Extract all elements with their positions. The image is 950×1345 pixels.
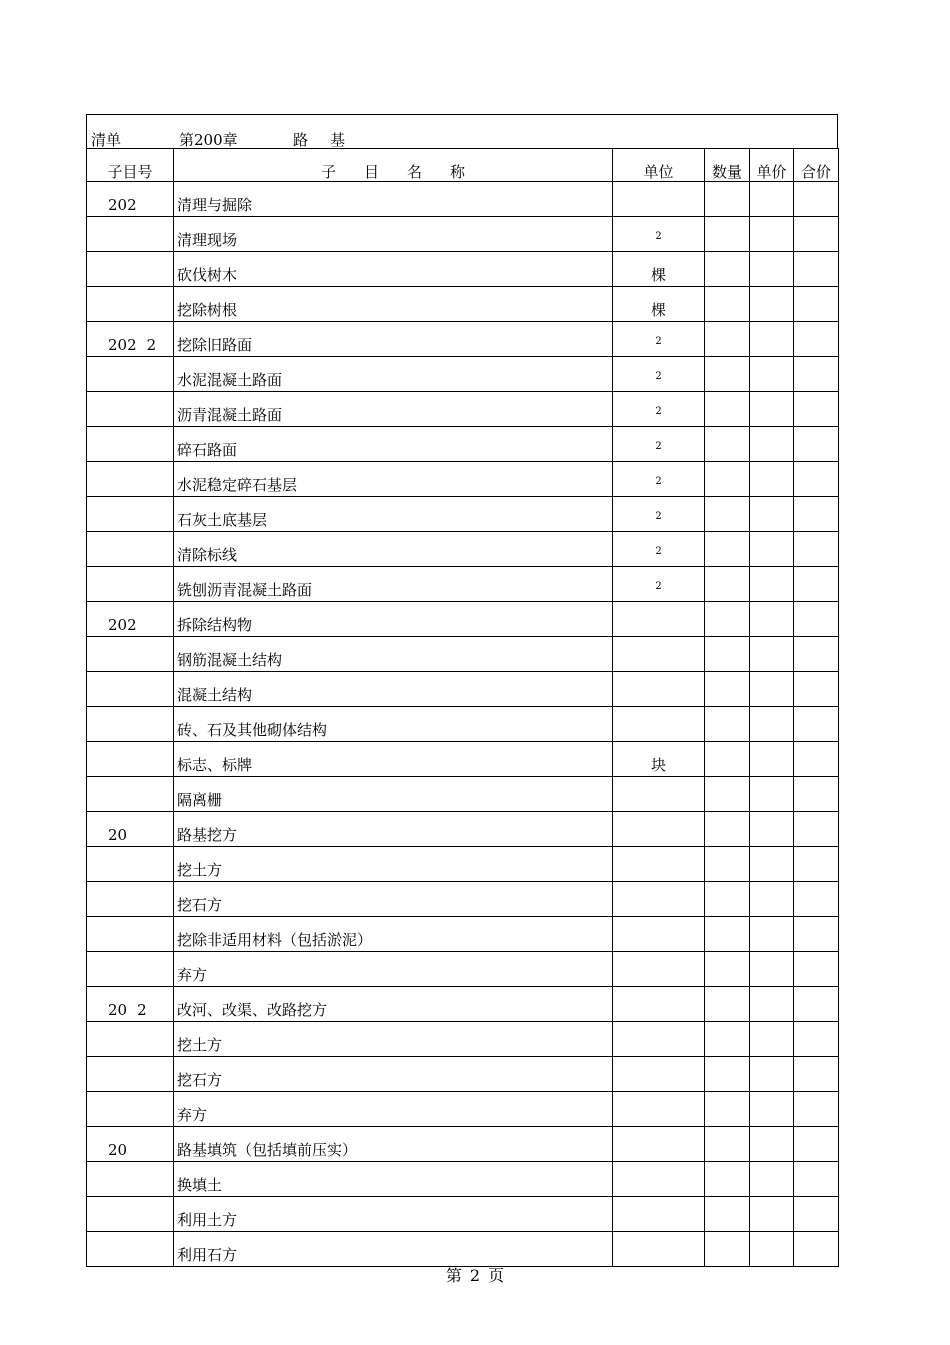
row-name: 弃方 bbox=[174, 1092, 613, 1127]
row-qty bbox=[705, 357, 750, 392]
row-code: 20 bbox=[108, 1001, 128, 1019]
row-price bbox=[750, 952, 794, 987]
table-row bbox=[87, 707, 839, 742]
row-name: 挖石方 bbox=[174, 882, 613, 917]
row-code-cell bbox=[87, 217, 174, 252]
table-row bbox=[87, 1057, 839, 1092]
row-qty bbox=[705, 392, 750, 427]
row-code-cell bbox=[87, 952, 174, 987]
table-row bbox=[87, 1022, 839, 1057]
row-unit-cell bbox=[613, 427, 705, 462]
header-qty: 数量 bbox=[705, 149, 750, 182]
row-unit-cell bbox=[613, 1092, 705, 1127]
header-total: 合价 bbox=[794, 149, 839, 182]
row-name: 路基挖方 bbox=[174, 812, 613, 847]
row-unit-cell bbox=[613, 1022, 705, 1057]
row-unit-superscript: 2 bbox=[655, 476, 662, 487]
row-unit-cell bbox=[613, 357, 705, 392]
row-price bbox=[750, 182, 794, 217]
row-price bbox=[750, 1022, 794, 1057]
row-price bbox=[750, 252, 794, 287]
row-price bbox=[750, 637, 794, 672]
row-total bbox=[794, 812, 839, 847]
row-price bbox=[750, 1057, 794, 1092]
row-unit-cell bbox=[613, 567, 705, 602]
row-name: 改河、改渠、改路挖方 bbox=[174, 987, 613, 1022]
row-unit: 块 bbox=[650, 756, 666, 774]
row-name: 清除标线 bbox=[174, 532, 613, 567]
row-unit-cell bbox=[613, 182, 705, 217]
row-unit-cell bbox=[613, 217, 705, 252]
row-name: 利用石方 bbox=[174, 1232, 613, 1267]
row-code-cell bbox=[87, 1022, 174, 1057]
row-name: 砖、石及其他砌体结构 bbox=[174, 707, 613, 742]
row-price bbox=[750, 1092, 794, 1127]
row-unit-cell bbox=[613, 847, 705, 882]
row-price bbox=[750, 707, 794, 742]
row-unit-cell bbox=[613, 287, 705, 322]
row-code-cell bbox=[87, 532, 174, 567]
row-unit-superscript: 2 bbox=[655, 371, 662, 382]
row-qty bbox=[705, 637, 750, 672]
row-qty bbox=[705, 917, 750, 952]
table-row bbox=[87, 637, 839, 672]
row-unit-cell bbox=[613, 672, 705, 707]
row-name: 碎石路面 bbox=[174, 427, 613, 462]
row-unit-cell bbox=[613, 1127, 705, 1162]
row-total bbox=[794, 287, 839, 322]
row-unit-cell bbox=[613, 987, 705, 1022]
row-code-cell bbox=[87, 1127, 174, 1162]
row-qty bbox=[705, 427, 750, 462]
row-total bbox=[794, 1092, 839, 1127]
row-name: 砍伐树木 bbox=[174, 252, 613, 287]
row-price bbox=[750, 287, 794, 322]
row-total bbox=[794, 217, 839, 252]
table-row bbox=[87, 1092, 839, 1127]
table-header-row bbox=[87, 149, 839, 182]
row-qty bbox=[705, 1022, 750, 1057]
row-total bbox=[794, 987, 839, 1022]
row-unit-cell bbox=[613, 1197, 705, 1232]
row-price bbox=[750, 532, 794, 567]
header-unit: 单位 bbox=[613, 149, 705, 182]
row-unit-cell bbox=[613, 917, 705, 952]
row-code-cell bbox=[87, 462, 174, 497]
row-code-cell bbox=[87, 1197, 174, 1232]
row-total bbox=[794, 392, 839, 427]
header-name-char: 名 bbox=[407, 163, 423, 181]
row-price bbox=[750, 567, 794, 602]
row-qty bbox=[705, 777, 750, 812]
table-row bbox=[87, 777, 839, 812]
row-qty bbox=[705, 1197, 750, 1232]
row-unit-cell bbox=[613, 1162, 705, 1197]
row-code: 20 bbox=[108, 826, 128, 844]
row-unit-superscript: 2 bbox=[655, 336, 662, 347]
row-code-cell bbox=[87, 1092, 174, 1127]
row-code-cell bbox=[87, 567, 174, 602]
row-price bbox=[750, 357, 794, 392]
row-qty bbox=[705, 497, 750, 532]
row-qty bbox=[705, 1232, 750, 1267]
row-qty bbox=[705, 847, 750, 882]
row-price bbox=[750, 847, 794, 882]
table-row bbox=[87, 462, 839, 497]
row-total bbox=[794, 427, 839, 462]
row-price bbox=[750, 917, 794, 952]
table-row bbox=[87, 917, 839, 952]
row-total bbox=[794, 252, 839, 287]
table-row bbox=[87, 847, 839, 882]
row-unit-cell bbox=[613, 532, 705, 567]
row-total bbox=[794, 742, 839, 777]
table-row bbox=[87, 217, 839, 252]
header-name-char: 子 bbox=[320, 163, 336, 181]
row-name: 路基填筑（包括填前压实） bbox=[174, 1127, 613, 1162]
row-name: 水泥稳定碎石基层 bbox=[174, 462, 613, 497]
row-price bbox=[750, 672, 794, 707]
table-row bbox=[87, 252, 839, 287]
row-unit: 棵 bbox=[650, 266, 666, 284]
row-code-cell bbox=[87, 322, 174, 357]
row-unit-superscript: 2 bbox=[655, 441, 662, 452]
row-unit-superscript: 2 bbox=[655, 511, 662, 522]
row-code: 202 bbox=[108, 616, 137, 634]
footer-suffix: 页 bbox=[488, 1266, 505, 1285]
table-row bbox=[87, 1232, 839, 1267]
row-total bbox=[794, 882, 839, 917]
table-row bbox=[87, 812, 839, 847]
page-number: 2 bbox=[469, 1266, 481, 1285]
row-qty bbox=[705, 882, 750, 917]
footer-prefix: 第 bbox=[445, 1266, 462, 1285]
row-total bbox=[794, 1197, 839, 1232]
row-name: 隔离栅 bbox=[174, 777, 613, 812]
row-qty bbox=[705, 252, 750, 287]
bill-sheet bbox=[86, 114, 838, 1267]
row-name: 拆除结构物 bbox=[174, 602, 613, 637]
row-total bbox=[794, 322, 839, 357]
row-unit-cell bbox=[613, 952, 705, 987]
row-code-cell bbox=[87, 602, 174, 637]
row-unit-cell bbox=[613, 637, 705, 672]
table-row bbox=[87, 532, 839, 567]
row-unit-superscript: 2 bbox=[655, 231, 662, 242]
row-name: 挖除树根 bbox=[174, 287, 613, 322]
title-char-1: 路 bbox=[293, 131, 309, 149]
row-qty bbox=[705, 322, 750, 357]
row-total bbox=[794, 672, 839, 707]
row-total bbox=[794, 637, 839, 672]
row-qty bbox=[705, 742, 750, 777]
row-qty bbox=[705, 1127, 750, 1162]
chapter-label: 第200章 bbox=[179, 131, 238, 149]
row-total bbox=[794, 952, 839, 987]
row-unit: 棵 bbox=[650, 301, 666, 319]
row-name: 混凝土结构 bbox=[174, 672, 613, 707]
row-total bbox=[794, 777, 839, 812]
table-row bbox=[87, 182, 839, 217]
row-price bbox=[750, 742, 794, 777]
row-code-cell bbox=[87, 742, 174, 777]
row-total bbox=[794, 182, 839, 217]
row-total bbox=[794, 1127, 839, 1162]
row-total bbox=[794, 357, 839, 392]
row-total bbox=[794, 567, 839, 602]
row-code-cell bbox=[87, 637, 174, 672]
table-row bbox=[87, 427, 839, 462]
row-code-cell bbox=[87, 847, 174, 882]
row-qty bbox=[705, 602, 750, 637]
table-row bbox=[87, 287, 839, 322]
row-qty bbox=[705, 462, 750, 497]
row-unit-cell bbox=[613, 812, 705, 847]
row-qty bbox=[705, 532, 750, 567]
header-name-char: 目 bbox=[363, 163, 379, 181]
row-code-cell bbox=[87, 1162, 174, 1197]
table-row bbox=[87, 1127, 839, 1162]
row-price bbox=[750, 882, 794, 917]
row-code-cell bbox=[87, 497, 174, 532]
row-total bbox=[794, 602, 839, 637]
row-code-cell bbox=[87, 707, 174, 742]
row-unit-cell bbox=[613, 462, 705, 497]
row-qty bbox=[705, 567, 750, 602]
row-total bbox=[794, 462, 839, 497]
row-code: 202 bbox=[108, 196, 137, 214]
table-row bbox=[87, 357, 839, 392]
row-code-cell bbox=[87, 182, 174, 217]
row-code-cell bbox=[87, 357, 174, 392]
row-code-cell bbox=[87, 1232, 174, 1267]
row-price bbox=[750, 602, 794, 637]
row-price bbox=[750, 462, 794, 497]
header-price: 单价 bbox=[750, 149, 794, 182]
row-code-cell bbox=[87, 252, 174, 287]
row-price bbox=[750, 1232, 794, 1267]
row-code-cell bbox=[87, 672, 174, 707]
row-name: 石灰土底基层 bbox=[174, 497, 613, 532]
row-code-cell bbox=[87, 392, 174, 427]
row-name: 利用土方 bbox=[174, 1197, 613, 1232]
row-total bbox=[794, 1057, 839, 1092]
table-row bbox=[87, 497, 839, 532]
row-unit-cell bbox=[613, 1057, 705, 1092]
row-name: 挖除旧路面 bbox=[174, 322, 613, 357]
row-price bbox=[750, 812, 794, 847]
row-qty bbox=[705, 812, 750, 847]
row-total bbox=[794, 497, 839, 532]
row-unit-cell bbox=[613, 497, 705, 532]
table-row bbox=[87, 742, 839, 777]
table-row bbox=[87, 882, 839, 917]
table-row bbox=[87, 602, 839, 637]
row-code-cell bbox=[87, 1057, 174, 1092]
row-price bbox=[750, 217, 794, 252]
row-unit-cell bbox=[613, 1232, 705, 1267]
row-code-cell bbox=[87, 987, 174, 1022]
row-code-suffix: 2 bbox=[146, 336, 157, 354]
row-name: 挖土方 bbox=[174, 847, 613, 882]
row-code-cell bbox=[87, 917, 174, 952]
row-code: 202 bbox=[108, 336, 137, 354]
row-price bbox=[750, 1197, 794, 1232]
row-code: 20 bbox=[108, 1141, 128, 1159]
row-name: 清理现场 bbox=[174, 217, 613, 252]
row-unit-cell bbox=[613, 882, 705, 917]
sheet-label: 清单 bbox=[91, 131, 122, 149]
table-row bbox=[87, 952, 839, 987]
row-qty bbox=[705, 672, 750, 707]
row-unit-cell bbox=[613, 602, 705, 637]
row-name: 挖土方 bbox=[174, 1022, 613, 1057]
row-name: 水泥混凝土路面 bbox=[174, 357, 613, 392]
row-price bbox=[750, 1162, 794, 1197]
row-qty bbox=[705, 1092, 750, 1127]
bill-table bbox=[86, 148, 839, 1267]
row-total bbox=[794, 1162, 839, 1197]
table-row bbox=[87, 987, 839, 1022]
header-code: 子目号 bbox=[87, 149, 174, 182]
row-price bbox=[750, 322, 794, 357]
table-row bbox=[87, 1197, 839, 1232]
table-row bbox=[87, 1162, 839, 1197]
row-qty bbox=[705, 987, 750, 1022]
row-name: 铣刨沥青混凝土路面 bbox=[174, 567, 613, 602]
row-price bbox=[750, 427, 794, 462]
row-unit-cell bbox=[613, 707, 705, 742]
row-unit-cell bbox=[613, 742, 705, 777]
table-row bbox=[87, 322, 839, 357]
row-price bbox=[750, 777, 794, 812]
row-name: 钢筋混凝土结构 bbox=[174, 637, 613, 672]
title-char-2: 基 bbox=[330, 131, 346, 149]
row-total bbox=[794, 1022, 839, 1057]
row-total bbox=[794, 847, 839, 882]
row-code-cell bbox=[87, 427, 174, 462]
row-unit-cell bbox=[613, 322, 705, 357]
row-price bbox=[750, 987, 794, 1022]
table-row bbox=[87, 392, 839, 427]
table-row bbox=[87, 672, 839, 707]
row-name: 清理与掘除 bbox=[174, 182, 613, 217]
row-code-cell bbox=[87, 812, 174, 847]
row-unit-superscript: 2 bbox=[655, 406, 662, 417]
row-code-cell bbox=[87, 882, 174, 917]
row-unit-superscript: 2 bbox=[655, 581, 662, 592]
row-name: 弃方 bbox=[174, 952, 613, 987]
row-code-cell bbox=[87, 777, 174, 812]
row-total bbox=[794, 1232, 839, 1267]
row-unit-cell bbox=[613, 392, 705, 427]
row-qty bbox=[705, 707, 750, 742]
row-unit-cell bbox=[613, 252, 705, 287]
row-price bbox=[750, 497, 794, 532]
page-footer bbox=[0, 1263, 950, 1286]
row-total bbox=[794, 917, 839, 952]
row-total bbox=[794, 707, 839, 742]
row-name: 标志、标牌 bbox=[174, 742, 613, 777]
row-qty bbox=[705, 217, 750, 252]
row-qty bbox=[705, 1162, 750, 1197]
table-row bbox=[87, 567, 839, 602]
row-code-suffix: 2 bbox=[137, 1001, 147, 1019]
row-code-cell bbox=[87, 287, 174, 322]
row-name: 换填土 bbox=[174, 1162, 613, 1197]
row-total bbox=[794, 532, 839, 567]
row-price bbox=[750, 392, 794, 427]
header-name-char: 称 bbox=[450, 163, 466, 181]
row-qty bbox=[705, 287, 750, 322]
row-name: 挖石方 bbox=[174, 1057, 613, 1092]
row-name: 挖除非适用材料（包括淤泥） bbox=[174, 917, 613, 952]
row-qty bbox=[705, 952, 750, 987]
row-qty bbox=[705, 1057, 750, 1092]
row-unit-cell bbox=[613, 777, 705, 812]
sheet-title-row bbox=[86, 114, 838, 148]
row-price bbox=[750, 1127, 794, 1162]
row-qty bbox=[705, 182, 750, 217]
row-name: 沥青混凝土路面 bbox=[174, 392, 613, 427]
row-unit-superscript: 2 bbox=[655, 546, 662, 557]
header-name bbox=[174, 149, 613, 182]
